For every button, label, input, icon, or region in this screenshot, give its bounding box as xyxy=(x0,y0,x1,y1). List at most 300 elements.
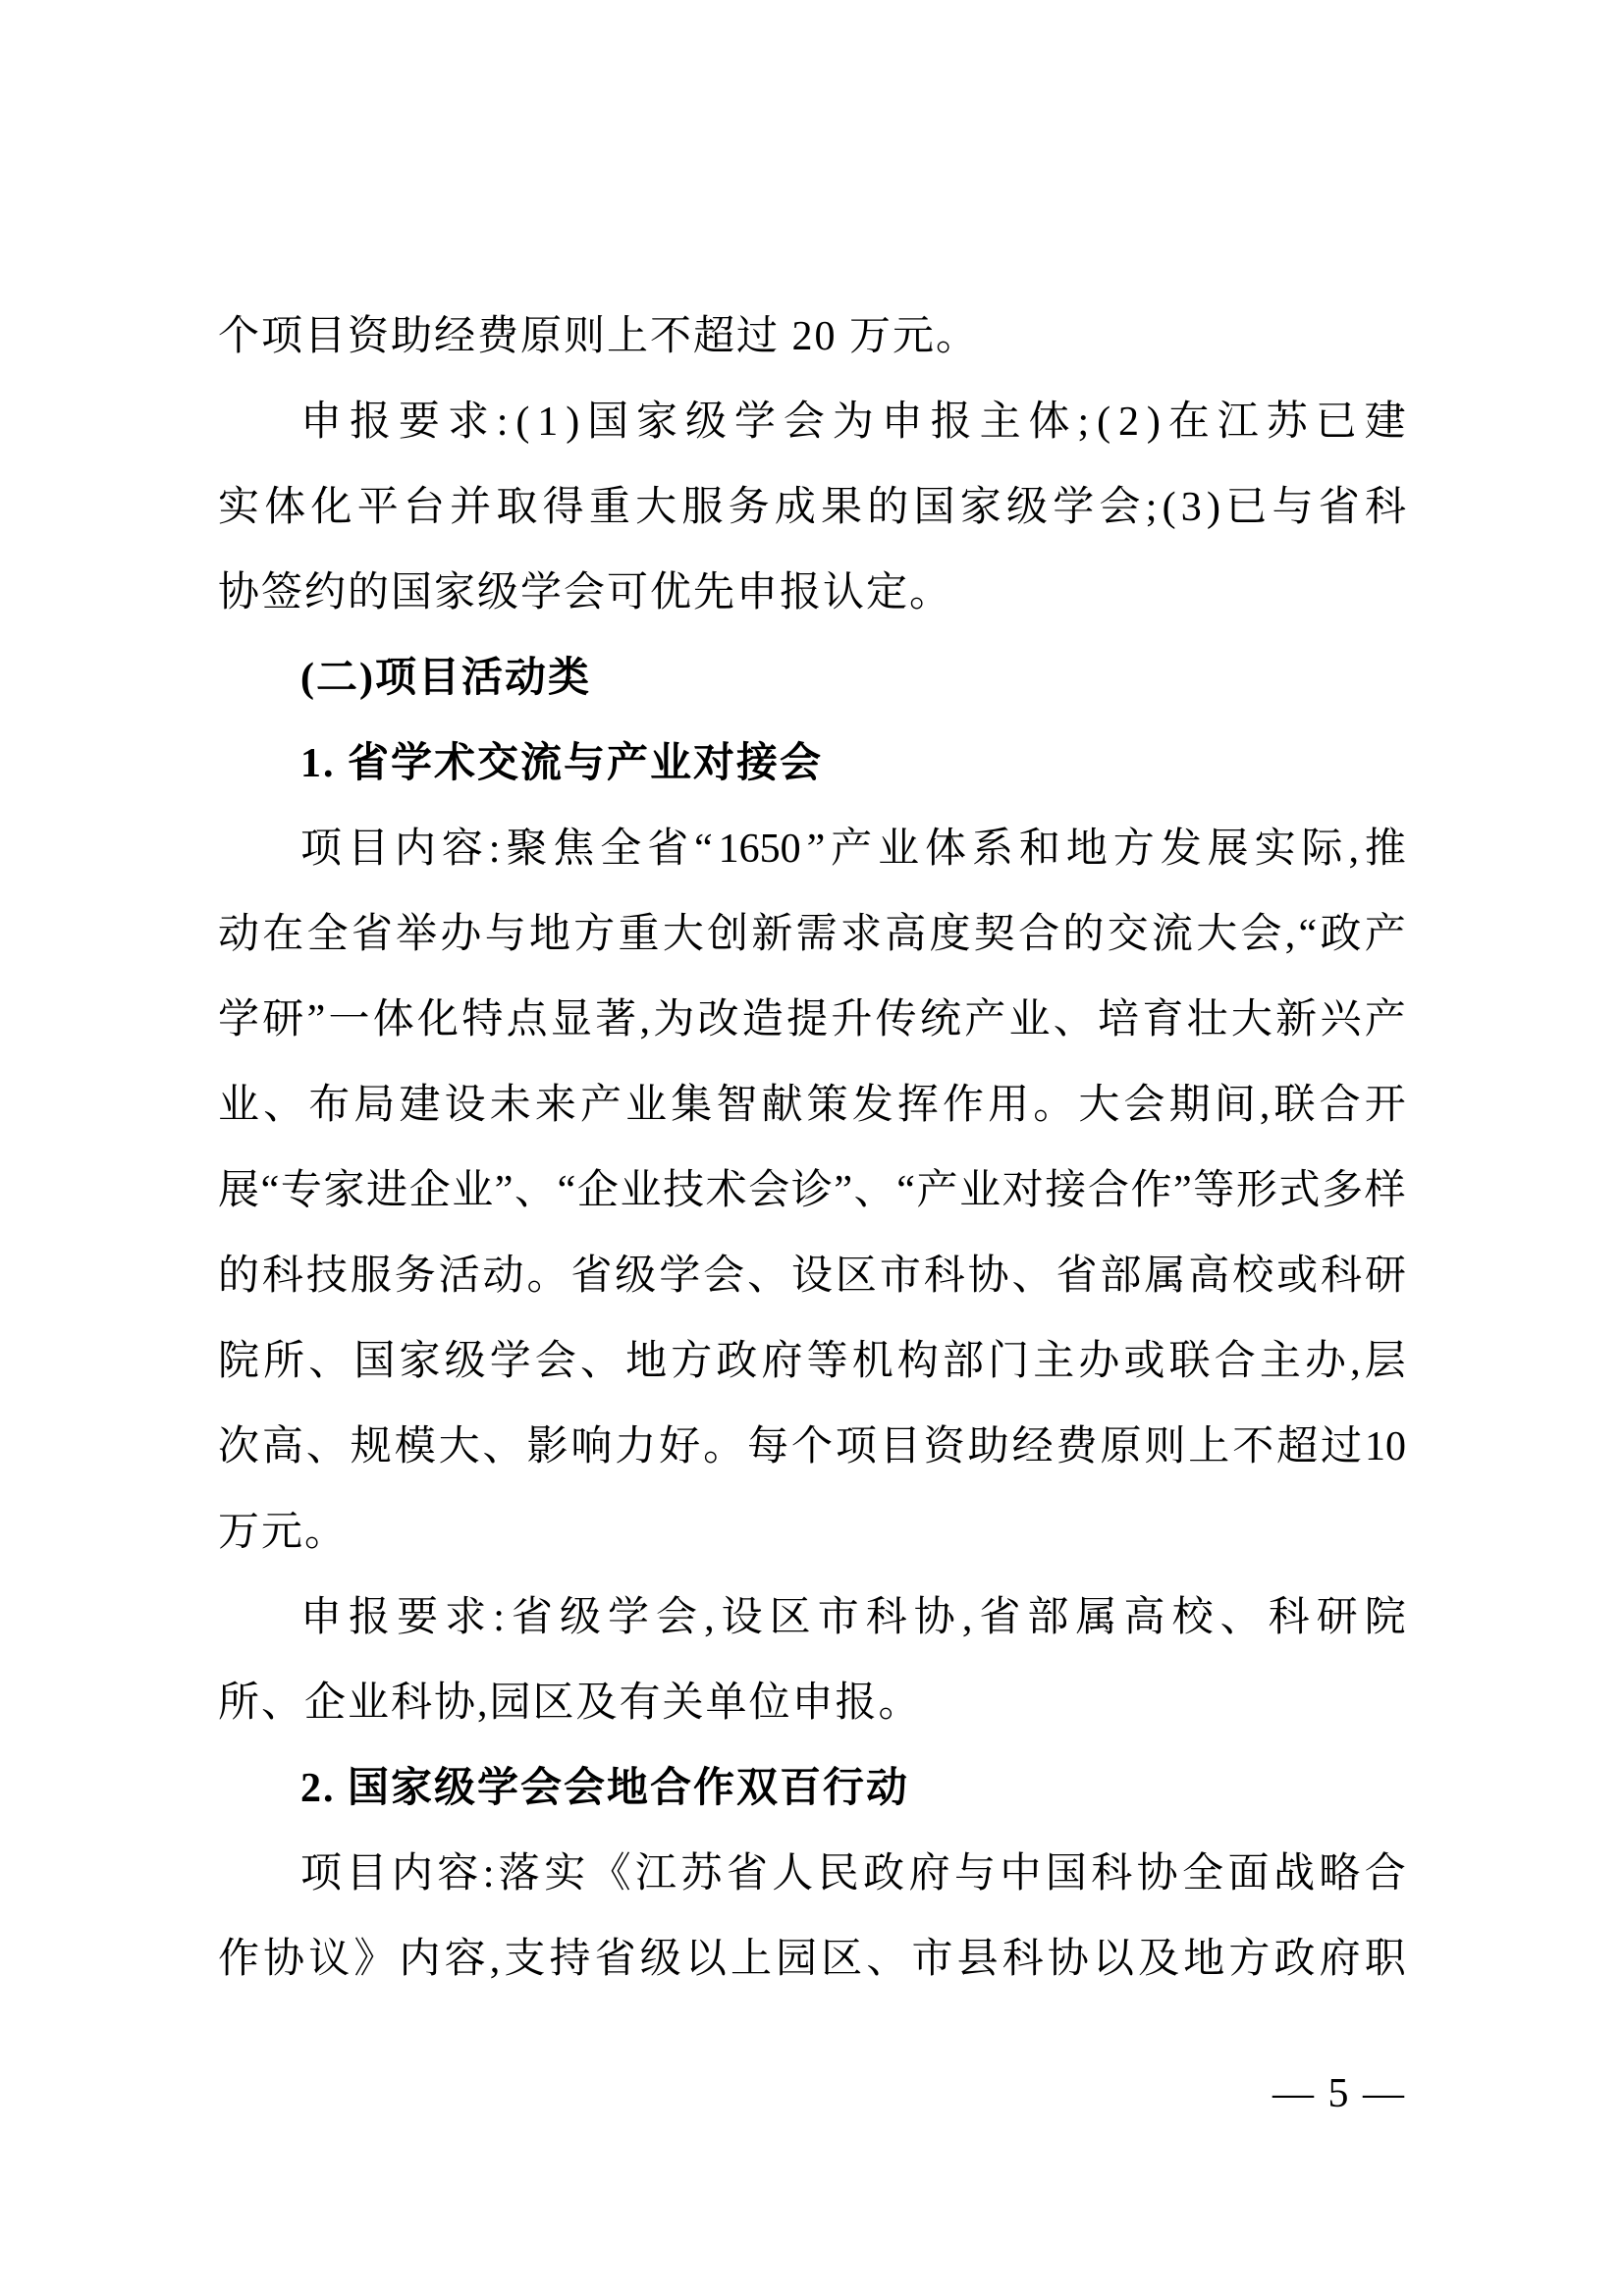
text-token: 未 xyxy=(489,1083,531,1128)
text-token: 传 xyxy=(875,997,917,1042)
text-token: 提 xyxy=(786,997,829,1042)
page-number xyxy=(218,2052,1406,2137)
text-token: 内 xyxy=(394,827,436,872)
text-token: 业 xyxy=(1008,997,1051,1042)
text-token: 国 xyxy=(1045,1851,1087,1896)
text-token: 所 xyxy=(263,1339,305,1384)
text-token: , xyxy=(639,997,650,1042)
text-token: 要 xyxy=(398,400,440,445)
text-token: , xyxy=(1284,912,1296,957)
text-token: 全 xyxy=(600,827,642,872)
text-token: 为 xyxy=(653,997,695,1042)
text-token: 申 xyxy=(300,1595,343,1640)
text-token: 省 xyxy=(726,1851,768,1896)
text-token: 展 xyxy=(218,1168,260,1213)
text-line xyxy=(218,380,1406,465)
text-token: 、 xyxy=(308,1339,351,1384)
text-token: 政 xyxy=(1273,1937,1316,1982)
text-token: 进 xyxy=(366,1168,408,1213)
text-token: 部 xyxy=(1100,1254,1142,1299)
text-token: 联 xyxy=(1168,1339,1211,1384)
text-token: 实 xyxy=(218,485,260,530)
text-token: 地 xyxy=(528,912,570,957)
text-token: 展 xyxy=(1207,827,1249,872)
text-token: 期 xyxy=(1168,1083,1211,1128)
text-token: 高 xyxy=(1188,1254,1230,1299)
text-token: 》 xyxy=(353,1937,396,1982)
text-token: 目 xyxy=(347,827,389,872)
text-token: : xyxy=(493,1595,505,1640)
text-token: 落 xyxy=(498,1851,540,1896)
text-token: : xyxy=(496,400,509,445)
text-token: 形 xyxy=(1235,1168,1277,1213)
text-token: 科 xyxy=(1001,1937,1044,1982)
text-token: 政 xyxy=(863,1851,905,1896)
text-token: 合 xyxy=(1214,1339,1256,1384)
text-line xyxy=(218,1319,1406,1405)
text-token: 作 xyxy=(1130,1168,1172,1213)
text-token: 显 xyxy=(550,997,592,1042)
text-token: 地 xyxy=(1183,1937,1225,1982)
text-token: 化 xyxy=(310,485,352,530)
text-token: 建 xyxy=(399,1083,441,1128)
text-token: 协 xyxy=(1136,1851,1178,1896)
text-token: ” xyxy=(494,1168,514,1213)
text-token: 动 xyxy=(218,912,260,957)
text-token: 面 xyxy=(1227,1851,1270,1896)
text-token: 办 xyxy=(1078,1339,1120,1384)
text-token: 兴 xyxy=(1320,997,1362,1042)
text-token: 江 xyxy=(1217,400,1259,445)
text-token: 。 xyxy=(526,1254,568,1299)
text-token: 校 xyxy=(1232,1254,1274,1299)
text-token: 府 xyxy=(908,1851,950,1896)
text-token: 次 xyxy=(218,1424,260,1469)
text-token: 省 xyxy=(594,1937,636,1982)
text-token: 体 xyxy=(925,827,967,872)
text-token: 市 xyxy=(879,1254,921,1299)
text-token: 改 xyxy=(697,997,739,1042)
text-token: 区 xyxy=(835,1254,877,1299)
text-line xyxy=(218,1148,1406,1234)
text-token: 协 xyxy=(967,1254,1009,1299)
text-token: 服 xyxy=(350,1254,392,1299)
text-token: ( xyxy=(515,400,530,445)
text-token: 智 xyxy=(716,1083,758,1128)
document-body xyxy=(218,294,1406,2002)
text-token: 区 xyxy=(769,1595,811,1640)
text-line: (二)项目活动类 xyxy=(300,656,591,701)
text-token: 支 xyxy=(504,1937,546,1982)
text-token: 学 xyxy=(1053,485,1095,530)
text-token: 国 xyxy=(913,485,955,530)
text-token: 略 xyxy=(1319,1851,1361,1896)
text-token: 协 xyxy=(913,1595,955,1640)
text-token: 或 xyxy=(1123,1339,1165,1384)
text-token: 用 xyxy=(988,1083,1030,1128)
text-token: 国 xyxy=(353,1339,396,1384)
text-token: 业 xyxy=(878,827,920,872)
text-token: 已 xyxy=(1315,400,1357,445)
text-line: 所、企业科协,园区及有关单位申报。 xyxy=(218,1681,922,1726)
text-token: 政 xyxy=(716,1339,758,1384)
text-token: 机 xyxy=(851,1339,893,1384)
text-token: 对 xyxy=(1001,1168,1044,1213)
text-token: 、 xyxy=(305,1424,348,1469)
text-token: ( xyxy=(1097,400,1111,445)
text-token: 、 xyxy=(1219,1595,1262,1640)
text-token: 、 xyxy=(263,1083,305,1128)
text-token: 超 xyxy=(1276,1424,1319,1469)
text-token: 求 xyxy=(839,912,882,957)
text-token: “ xyxy=(694,827,713,872)
text-token: 作 xyxy=(218,1937,260,1982)
text-token: 目 xyxy=(879,1424,921,1469)
text-token: 学 xyxy=(607,1595,649,1640)
text-line xyxy=(218,1575,1406,1661)
text-token: 大 xyxy=(1196,912,1238,957)
text-token: 化 xyxy=(417,997,460,1042)
text-token: 容 xyxy=(437,1851,479,1896)
text-token: , xyxy=(704,1595,715,1640)
text-token: ; xyxy=(1145,485,1158,530)
text-token: 际 xyxy=(1301,827,1343,872)
text-token: 台 xyxy=(403,485,445,530)
text-token: 流 xyxy=(1151,912,1193,957)
text-token: 壮 xyxy=(1186,997,1228,1042)
text-token: 献 xyxy=(761,1083,803,1128)
page-number-label: — 5 — xyxy=(1272,2071,1406,2116)
text-token: 模 xyxy=(394,1424,436,1469)
text-token: 升 xyxy=(831,997,873,1042)
text-token: 2 xyxy=(1118,400,1139,445)
text-token: 过 xyxy=(1321,1424,1363,1469)
text-token: 省 xyxy=(1056,1254,1098,1299)
text-token: 科 xyxy=(923,1254,965,1299)
text-token: ” xyxy=(806,827,826,872)
text-token: 的 xyxy=(218,1254,260,1299)
text-token: 容 xyxy=(444,1937,486,1982)
text-token: 设 xyxy=(444,1083,486,1128)
text-token: 联 xyxy=(1273,1083,1316,1128)
text-token: 持 xyxy=(549,1937,591,1982)
text-token: , xyxy=(1259,1083,1271,1128)
text-token: ” xyxy=(1173,1168,1192,1213)
text-token: 造 xyxy=(741,997,784,1042)
text-token: 主 xyxy=(979,400,1021,445)
text-token: 经 xyxy=(1011,1424,1054,1469)
text-token: 每 xyxy=(747,1424,789,1469)
text-token: 项 xyxy=(835,1424,877,1469)
text-token: 大 xyxy=(1078,1083,1120,1128)
text-token: 重 xyxy=(588,485,630,530)
text-token: 申 xyxy=(300,400,343,445)
text-token: 大 xyxy=(662,912,704,957)
text-token: 著 xyxy=(595,997,637,1042)
text-token: 会 xyxy=(783,400,825,445)
text-token: 一 xyxy=(328,997,370,1042)
text-token: 间 xyxy=(1214,1083,1256,1128)
text-token: 《 xyxy=(589,1851,631,1896)
text-token: 培 xyxy=(1098,997,1140,1042)
text-token: 以 xyxy=(684,1937,727,1982)
text-token: 发 xyxy=(1160,827,1202,872)
text-token: 式 xyxy=(1278,1168,1321,1213)
text-token: 家 xyxy=(399,1339,441,1384)
text-token: 求 xyxy=(445,1595,487,1640)
text-line xyxy=(218,1917,1406,2002)
text-token: 得 xyxy=(542,485,584,530)
text-token: “ xyxy=(896,1168,915,1213)
text-token: 上 xyxy=(1188,1424,1230,1469)
text-token: 江 xyxy=(635,1851,677,1896)
text-token: 级 xyxy=(559,1595,601,1640)
text-token: 实 xyxy=(1254,827,1296,872)
text-token: 办 xyxy=(440,912,482,957)
text-token: 。 xyxy=(1033,1083,1075,1128)
text-token: 、 xyxy=(482,1424,524,1469)
text-token: “ xyxy=(260,1168,280,1213)
text-token: 府 xyxy=(1319,1937,1361,1982)
text-token: 助 xyxy=(967,1424,1009,1469)
text-token: 实 xyxy=(544,1851,586,1896)
text-token: 构 xyxy=(896,1339,939,1384)
text-token: 中 xyxy=(1000,1851,1042,1896)
text-line xyxy=(218,465,1406,551)
text-token: 体 xyxy=(1028,400,1070,445)
text-token: 报 xyxy=(349,400,391,445)
text-token: 新 xyxy=(751,912,793,957)
text-token: 平 xyxy=(356,485,399,530)
text-token: 合 xyxy=(1018,912,1060,957)
text-token: 科 xyxy=(1364,485,1406,530)
text-token: 、 xyxy=(747,1254,789,1299)
text-line: 个项目资助经费原则上不超过 20 万元。 xyxy=(218,314,980,359)
text-token: 聚 xyxy=(506,827,548,872)
text-token: 大 xyxy=(635,485,677,530)
text-token: 企 xyxy=(408,1168,451,1213)
text-token: , xyxy=(489,1937,501,1982)
text-token: 与 xyxy=(1272,485,1314,530)
text-token: 政 xyxy=(1320,912,1362,957)
text-token: 系 xyxy=(971,827,1013,872)
text-token: 取 xyxy=(496,485,538,530)
text-token: 职 xyxy=(1364,1937,1406,1982)
text-token: 样 xyxy=(1364,1168,1406,1213)
text-token: 、 xyxy=(580,1339,623,1384)
text-token: 产 xyxy=(916,1168,958,1213)
text-token: 校 xyxy=(1171,1595,1214,1640)
text-token: 为 xyxy=(832,400,874,445)
text-token: 府 xyxy=(761,1339,803,1384)
text-token: 技 xyxy=(663,1168,705,1213)
text-token: 等 xyxy=(806,1339,848,1384)
text-token: 全 xyxy=(306,912,349,957)
text-token: 动 xyxy=(482,1254,524,1299)
text-token: 和 xyxy=(1018,827,1060,872)
text-token: 项 xyxy=(300,827,343,872)
text-token: 活 xyxy=(438,1254,480,1299)
text-token: 务 xyxy=(394,1254,436,1299)
text-token: : xyxy=(488,827,501,872)
text-token: 契 xyxy=(973,912,1015,957)
text-token: 果 xyxy=(821,485,863,530)
text-token: 发 xyxy=(851,1083,893,1128)
text-token: 项 xyxy=(300,1851,343,1896)
text-token: 协 xyxy=(263,1937,305,1982)
text-token: 设 xyxy=(790,1254,833,1299)
text-token: 多 xyxy=(1322,1168,1364,1213)
text-token: 业 xyxy=(218,1083,260,1128)
text-token: 成 xyxy=(774,485,816,530)
text-token: 级 xyxy=(615,1254,657,1299)
text-token: 求 xyxy=(447,400,489,445)
text-token: 主 xyxy=(1033,1339,1075,1384)
text-token: 以 xyxy=(1092,1937,1134,1982)
text-token: 响 xyxy=(570,1424,613,1469)
text-token: 重 xyxy=(618,912,660,957)
text-token: 人 xyxy=(772,1851,814,1896)
text-token: 市 xyxy=(911,1937,953,1982)
text-token: 体 xyxy=(264,485,306,530)
text-token: , xyxy=(1350,1339,1361,1384)
text-token: 级 xyxy=(444,1339,486,1384)
text-token: 在 xyxy=(262,912,304,957)
text-token: 申 xyxy=(881,400,923,445)
text-token: 产 xyxy=(831,827,873,872)
text-token: 高 xyxy=(885,912,927,957)
text-token: 园 xyxy=(776,1937,818,1982)
text-token: 挥 xyxy=(896,1083,939,1128)
text-token: 上 xyxy=(730,1937,772,1982)
text-token: 研 xyxy=(1364,1254,1406,1299)
text-token: 省 xyxy=(647,827,689,872)
text-token: 特 xyxy=(461,997,504,1042)
text-token: 合 xyxy=(1087,1168,1129,1213)
text-token: 省 xyxy=(511,1595,553,1640)
text-token: 业 xyxy=(625,1083,668,1128)
text-token: 统 xyxy=(919,997,961,1042)
text-token: 专 xyxy=(280,1168,322,1213)
text-token: , xyxy=(1348,827,1359,872)
text-token: 推 xyxy=(1364,827,1406,872)
text-token: 业 xyxy=(959,1168,1001,1213)
text-token: 产 xyxy=(964,997,1006,1042)
text-token: 育 xyxy=(1142,997,1184,1042)
text-token: 院 xyxy=(218,1339,260,1384)
text-token: 诊 xyxy=(790,1168,833,1213)
text-token: 焦 xyxy=(553,827,595,872)
text-token: 建 xyxy=(1364,400,1406,445)
text-token: 的 xyxy=(867,485,909,530)
text-line: 1. 省学术交流与产业对接会 xyxy=(300,741,824,786)
text-token: 及 xyxy=(1138,1937,1180,1982)
text-token: 度 xyxy=(929,912,971,957)
text-token: 技 xyxy=(305,1254,348,1299)
text-token: 报 xyxy=(349,1595,391,1640)
text-token: “ xyxy=(1298,912,1318,957)
text-token: 并 xyxy=(450,485,492,530)
text-token: 、 xyxy=(853,1168,895,1213)
text-line xyxy=(218,807,1406,892)
text-token: 会 xyxy=(748,1168,790,1213)
text-token: ” xyxy=(306,997,326,1042)
text-token: 科 xyxy=(1091,1851,1133,1896)
text-token: 主 xyxy=(1259,1339,1301,1384)
text-token: 容 xyxy=(441,827,483,872)
text-token: 作 xyxy=(943,1083,985,1128)
text-token: 会 xyxy=(1123,1083,1165,1128)
text-token: 院 xyxy=(1364,1595,1406,1640)
text-token: 举 xyxy=(396,912,438,957)
text-token: 等 xyxy=(1193,1168,1235,1213)
text-token: 县 xyxy=(956,1937,999,1982)
text-token: 1 xyxy=(537,400,559,445)
text-token: 与 xyxy=(484,912,526,957)
text-token: 服 xyxy=(681,485,724,530)
text-token: ( xyxy=(1162,485,1176,530)
text-token: 、 xyxy=(1053,997,1095,1042)
text-token: 省 xyxy=(1318,485,1360,530)
text-token: 个 xyxy=(790,1424,833,1469)
text-line xyxy=(218,1405,1406,1490)
text-token: 科 xyxy=(1268,1595,1310,1640)
text-token: 在 xyxy=(1167,400,1210,445)
text-token: 学 xyxy=(489,1339,531,1384)
text-token: 研 xyxy=(1316,1595,1358,1640)
text-token: 会 xyxy=(1099,485,1141,530)
text-token: 地 xyxy=(1065,827,1108,872)
text-token: 合 xyxy=(1364,1851,1406,1896)
text-token: 大 xyxy=(1230,997,1272,1042)
text-token: 学 xyxy=(733,400,776,445)
text-token: 高 xyxy=(261,1424,303,1469)
text-token: 交 xyxy=(1107,912,1149,957)
text-token: 来 xyxy=(534,1083,576,1128)
text-token: 大 xyxy=(438,1424,480,1469)
text-token: 属 xyxy=(1075,1595,1117,1640)
text-token: 省 xyxy=(979,1595,1021,1640)
text-token: 费 xyxy=(1056,1424,1098,1469)
text-token: 集 xyxy=(671,1083,713,1128)
text-token: 局 xyxy=(353,1083,396,1128)
text-token: 门 xyxy=(988,1339,1030,1384)
text-token: : xyxy=(482,1851,495,1896)
text-token: 要 xyxy=(397,1595,439,1640)
text-token: 会 xyxy=(534,1339,576,1384)
text-token: ) xyxy=(566,400,580,445)
text-token: 规 xyxy=(350,1424,392,1469)
text-token: 开 xyxy=(1364,1083,1406,1128)
text-token: 影 xyxy=(526,1424,568,1469)
text-token: 战 xyxy=(1272,1851,1315,1896)
text-token: 研 xyxy=(262,997,304,1042)
text-token: 协 xyxy=(1047,1937,1089,1982)
text-token: 3 xyxy=(1180,485,1202,530)
text-token: 10 xyxy=(1364,1424,1406,1469)
text-token: 部 xyxy=(943,1339,985,1384)
text-token: 科 xyxy=(261,1254,303,1299)
text-token: 层 xyxy=(1364,1339,1406,1384)
text-token: 方 xyxy=(1112,827,1155,872)
text-token: 方 xyxy=(573,912,616,957)
text-token: 内 xyxy=(391,1851,433,1896)
text-token: 科 xyxy=(1321,1254,1363,1299)
text-token: 业 xyxy=(452,1168,494,1213)
text-token: “ xyxy=(557,1168,576,1213)
text-token: 国 xyxy=(587,400,629,445)
text-token: ) xyxy=(1207,485,1221,530)
